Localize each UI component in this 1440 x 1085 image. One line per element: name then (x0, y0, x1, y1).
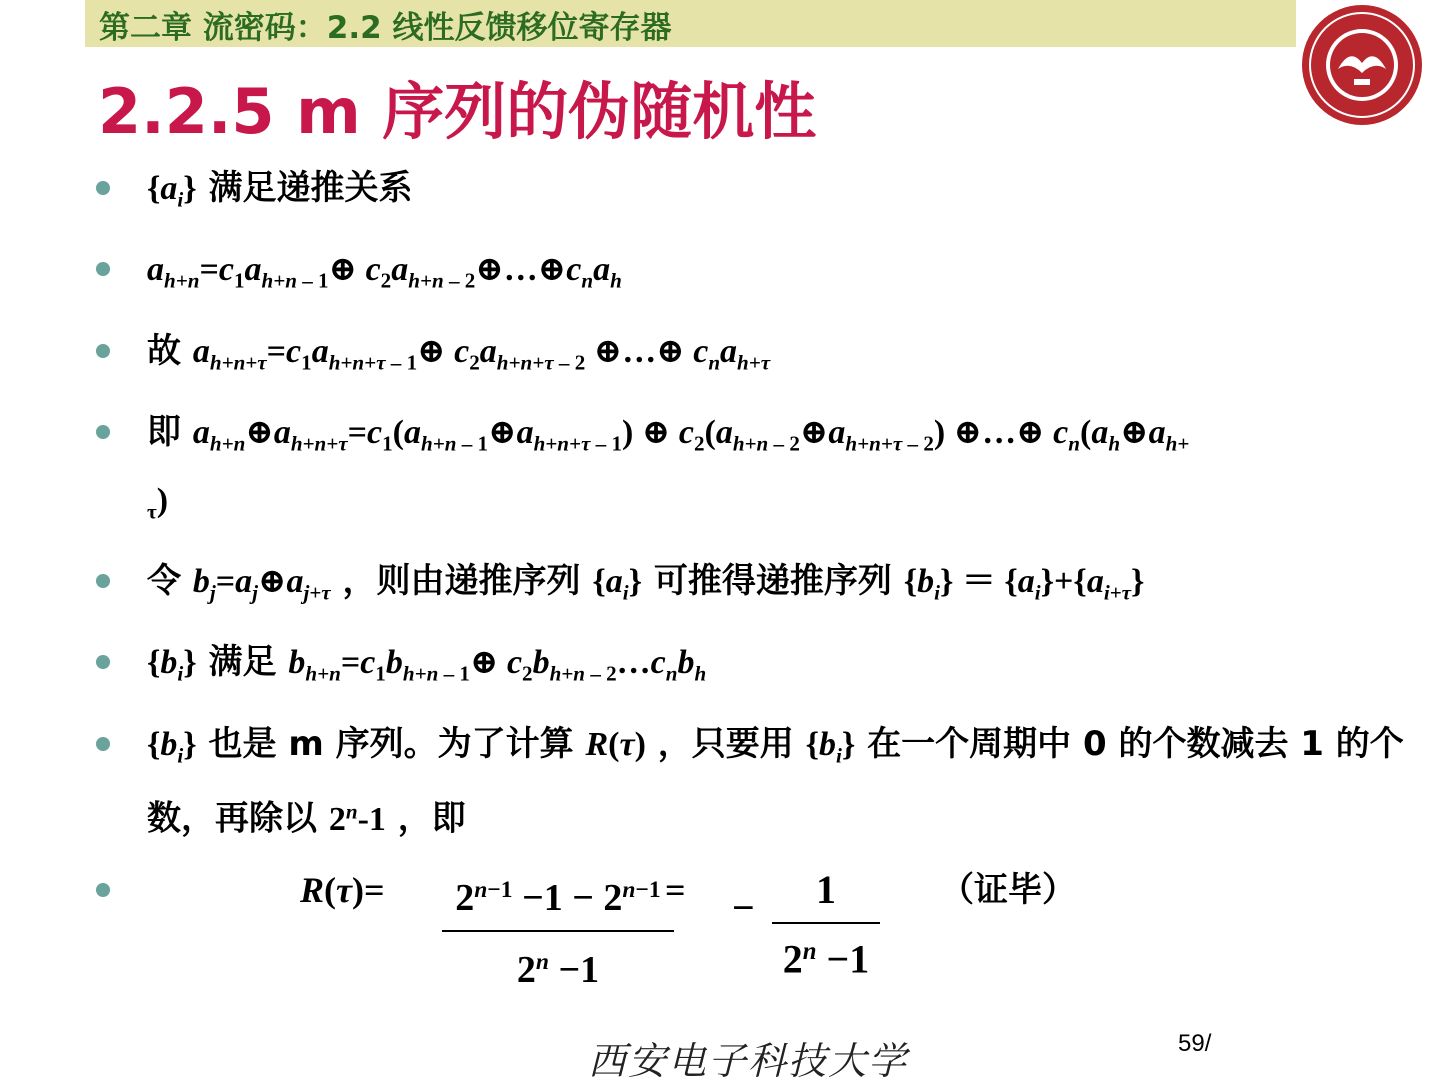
list-item: $\{a_i\}$ 满足递推关系 (92, 160, 1422, 227)
fraction-2: $\frac{1}{2^n -1}$ (772, 862, 880, 988)
list-item: $\{b_i\}$ 满足 $b_{h+n}=c_1b_{h+n}$ $_{- 1}$⊕ $c_2b_{h+n}$ $_{- 2}\dots c_nb_h$ (92, 634, 1422, 701)
chapter-title: 第二章 流密码：2.2 线性反馈移位寄存器 (99, 10, 672, 46)
university-name-logo: 西安电子科技大学 (588, 1039, 909, 1083)
bullet-dot (96, 737, 110, 751)
bullet-text: 满足递推关系 (208, 168, 413, 208)
list-item (92, 862, 1422, 991)
bullet-text: 令 (147, 560, 181, 601)
university-seal-logo (1300, 3, 1424, 127)
bullet-dot (96, 262, 110, 276)
list-item: $\{b_i\}$ 也是 m 序列。为了计算 R(τ) ，只要用 $\{b_i\}$ 在一个周期中 0 的个数减去 1 的个数，再除以 2$^n$-1 ，即 (92, 716, 1422, 848)
bullet-dot (96, 574, 110, 588)
page-number: 59/ (1178, 1030, 1212, 1057)
equals-sign: = (665, 869, 686, 910)
formula-lhs: R(τ)= (300, 869, 385, 910)
list-item: $a_{h+n}=c_1a_{h+n}$ $_{- 1}$⊕ $c_2a_{h+n}$ $_{- 2}\oplus\dots\oplus c_na_h$ (92, 241, 1422, 308)
list-item: 故 $a_{h+n+\tau}=c_1a_{h+n+\tau}$ $_{- 1}$⊕ $c_2a_{h+n+\tau}$ $_{- 2}$ ⊕…⊕ $c_na_{h+\tau}$ (92, 323, 1422, 390)
bullet-list (92, 160, 1422, 996)
bullet-text: 满足 (208, 642, 277, 683)
list-item: 即 $a_{h+n}\oplus a_{h+n+\tau}=c_1(a_{h+n}$ $_{- 1}\oplus a_{h+n+\tau}$ $_{- 1}$) ⊕ $c_2(a_{h+n}$ $_{- 2}\oplus a_{h+n+\tau}$ $_{- 2}$) ⊕…⊕ $c_n(a_h\oplus a_{h+}$ $_\tau$) (92, 404, 1422, 539)
qed-label: （证毕） (940, 869, 1076, 910)
bullet-dot (96, 655, 110, 669)
bullet-text: 也是 m 序列。为了计算 (208, 723, 574, 764)
list-item: 令 $b_j=a_j\oplus a_{j+\tau}$ ，则由递推序列 $\{a_i\}$ 可推得递推序列 $\{b_i\} = \{a_i\}+\{a_{i+\tau}\}$ (92, 553, 1422, 620)
bullet-text: 在一个周期中 0 的个数减去 1 的个数，再除以 (147, 723, 1404, 839)
bullet-dot (96, 425, 110, 439)
bullet-text: ，即 (397, 798, 466, 839)
fraction-1: $\frac{2^{n-1} -1 - 2^{n-1}}{2^n -1}$ (442, 862, 674, 998)
bullet-dot (96, 883, 110, 897)
bullet-text: ，只要用 (657, 723, 794, 764)
bullet-dot (96, 344, 110, 358)
chapter-header-bar (85, 0, 1296, 47)
minus-sign: − (732, 884, 755, 930)
bullet-dot (96, 181, 110, 195)
section-title: 2.2.5 m 序列的伪随机性 (98, 75, 817, 148)
